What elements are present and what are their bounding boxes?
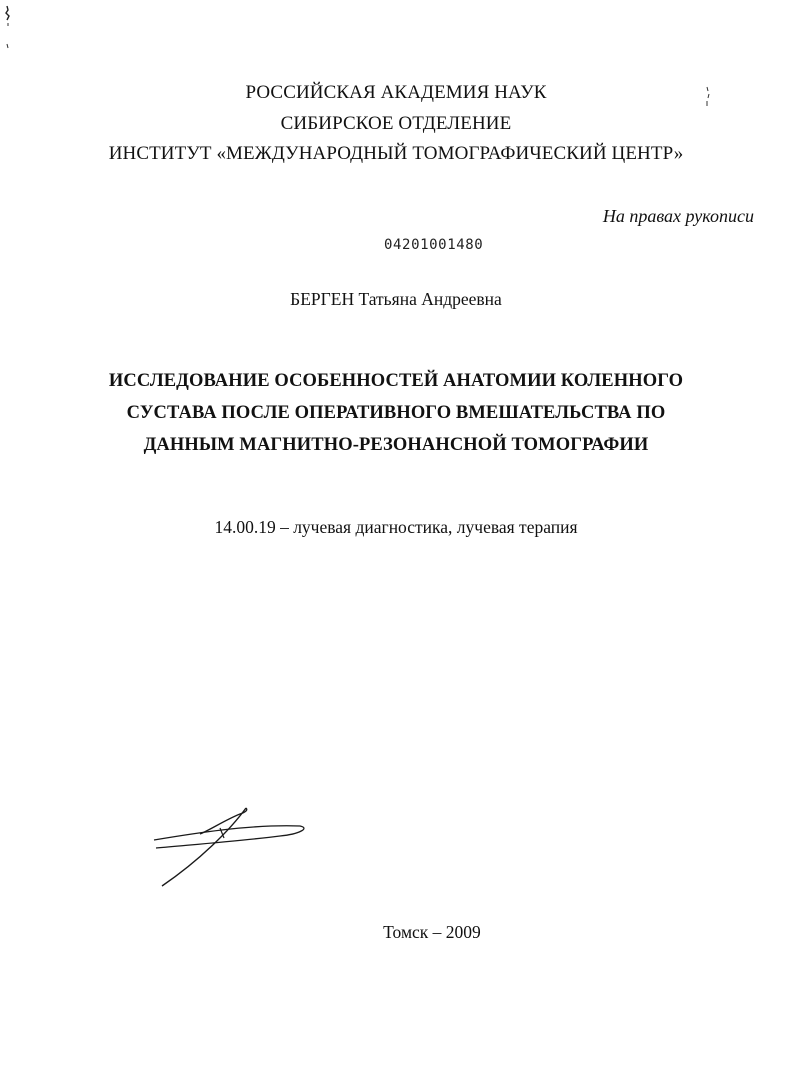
title-line-3: ДАННЫМ МАГНИТНО-РЕЗОНАНСНОЙ ТОМОГРАФИИ <box>143 435 649 455</box>
title-line-1: ИССЛЕДОВАНИЕ ОСОБЕННОСТЕЙ АНАТОМИИ КОЛЕННОГО <box>108 371 684 391</box>
scan-margin-marks <box>3 4 13 64</box>
header-institute: ИНСТИТУТ «МЕЖДУНАРОДНЫЙ ТОМОГРАФИЧЕСКИЙ ЦЕНТР» <box>108 143 684 164</box>
header-branch: СИБИРСКОЕ ОТДЕЛЕНИЕ <box>280 113 512 134</box>
title-line-2: СУСТАВА ПОСЛЕ ОПЕРАТИВНОГО ВМЕШАТЕЛЬСТВА ПО <box>126 403 666 423</box>
header-academy: РОССИЙСКАЯ АКАДЕМИЯ НАУК <box>245 82 547 103</box>
specialty-code: 14.00.19 – лучевая диагностика, лучевая терапия <box>214 517 578 537</box>
author-name: БЕРГЕН Татьяна Андреевна <box>290 289 502 309</box>
catalog-number: 04201001480 <box>384 237 484 253</box>
author-signature <box>150 804 310 890</box>
manuscript-note: На правах рукописи <box>602 206 754 226</box>
city-year: Томск – 2009 <box>383 922 481 942</box>
